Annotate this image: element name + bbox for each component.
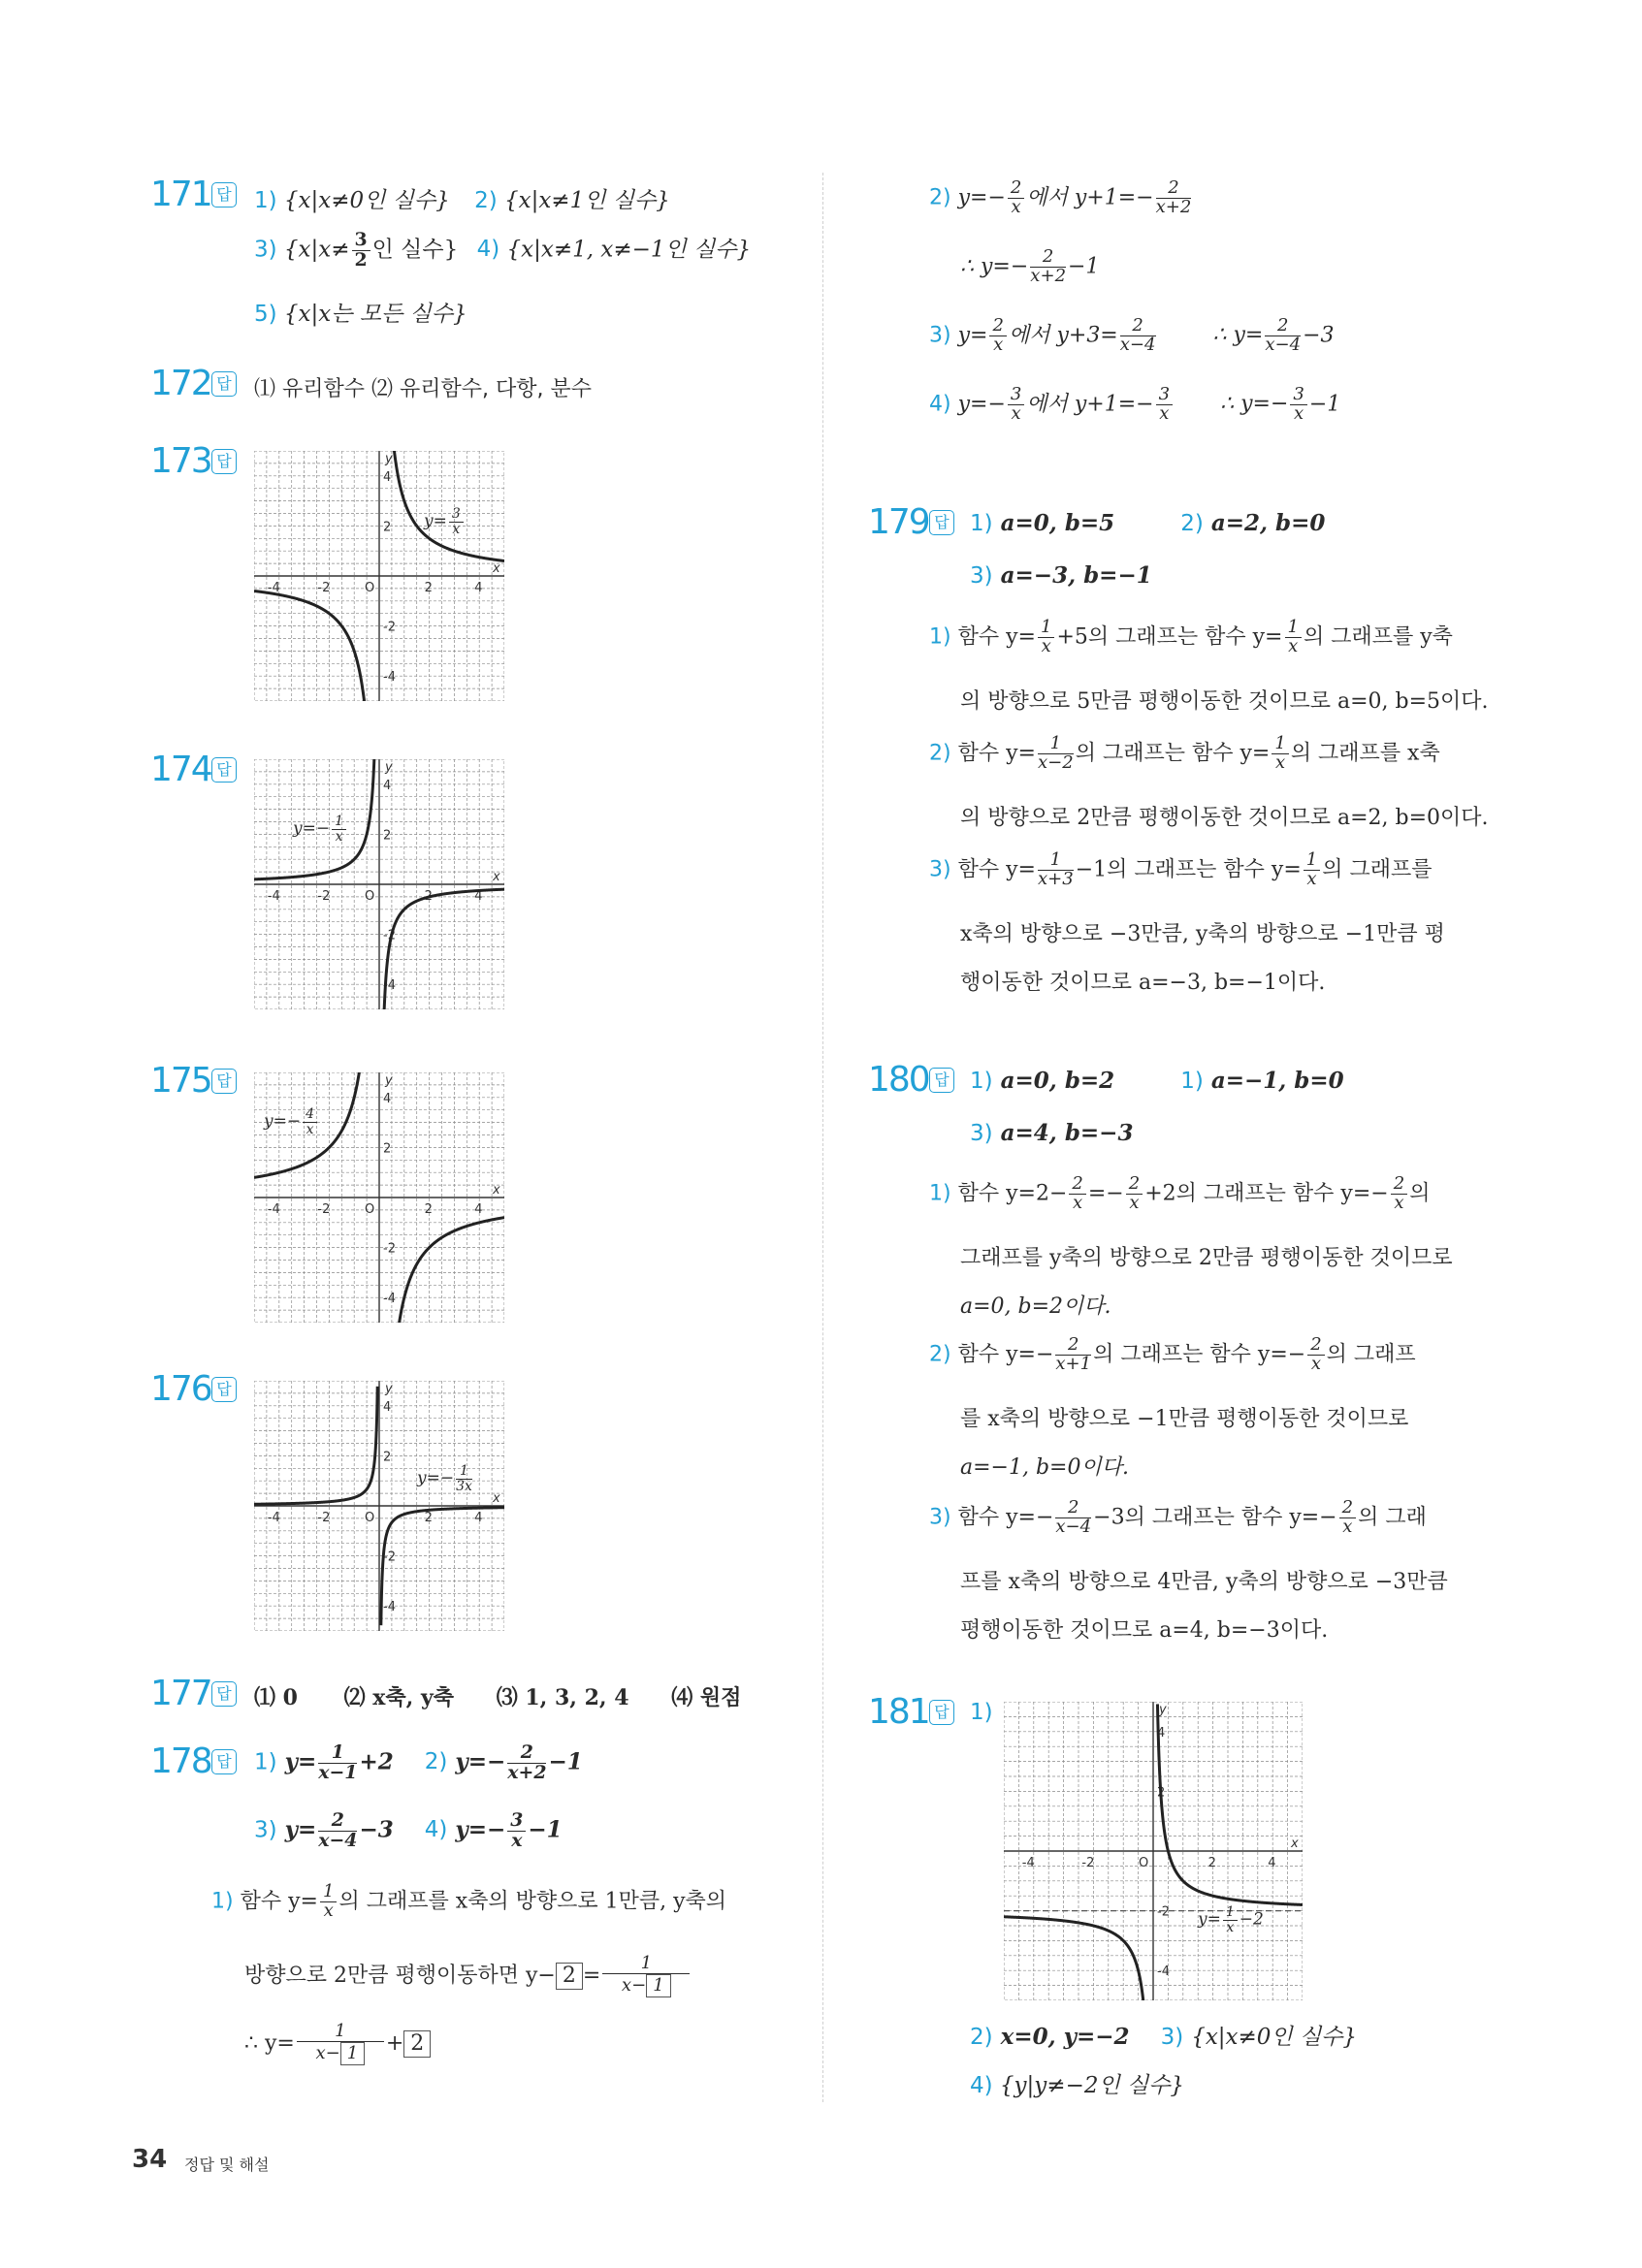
explanation-line: a=0, b=2이다. [960,1294,1111,1319]
problem-number: 173 [150,441,211,481]
answer-line: 1) a=0, b=5 2) a=2, b=0 [970,510,1326,536]
problem-number: 175 [150,1061,211,1101]
x-tick-label: -4 [267,581,280,595]
x-tick-label: 4 [474,1202,483,1217]
explanation-line: 3) y= $\frac{2}{x}$ 에서 y+3= $\frac{2}{x-4}$ ∴ y= $\frac{2}{x-4}$ −3 [929,315,1335,355]
explanation-line: 의 방향으로 2만큼 평행이동한 것이므로 a=2, b=0이다. [960,806,1489,830]
problem-number: 171 [150,175,211,214]
y-axis-label: y [385,452,393,466]
x-tick-label: 2 [424,889,433,904]
answer-line: 1) y= $\frac{1}{x-1}$ +2 2) y=− $\frac{2}{x+2}$ −1 [254,1741,583,1783]
x-tick-label: -2 [317,581,331,595]
x-axis-label: x [493,561,500,576]
explanation-line: 1) 함수 y=2− $\frac{2}{x}$ =− $\frac{2}{x}$ +2의 그래프는 함수 y=− $\frac{2}{x}$ 의 [929,1173,1431,1213]
problem-number: 176 [150,1369,211,1409]
curve-branch [398,1218,504,1323]
answer-line: 4) {y|y≠−2인 실수} [970,2073,1185,2098]
explanation-line: 평행이동한 것이므로 a=4, b=−3이다. [960,1618,1329,1643]
y-tick-label: 4 [383,469,392,485]
answer-line: 3) a=4, b=−3 [970,1120,1134,1146]
graph-label: y=− $\frac{1}{3x}$ [417,1463,472,1494]
explanation-line: 프를 x축의 방향으로 4만큼, y축의 방향으로 −3만큼 [960,1570,1448,1594]
answer-badge: 답 [211,1749,237,1774]
explanation-line: 의 방향으로 5만큼 평행이동한 것이므로 a=0, b=5이다. [960,689,1489,714]
y-tick-label: 2 [383,828,392,844]
graph-label: y= $\frac{3}{x}$ [424,507,466,536]
y-tick-label: -2 [383,1549,396,1565]
answer-line: 5) {x|x는 모든 실수} [254,302,467,327]
explanation-line: 3) 함수 y= $\frac{1}{x+3}$ −1의 그래프는 함수 y= $\frac{1}{x}$ 의 그래프를 [929,849,1433,889]
origin-label: O [365,1511,375,1525]
y-tick-label: -2 [383,620,396,635]
x-tick-label: 4 [1268,1856,1276,1870]
y-tick-label: 2 [383,1450,392,1465]
answer-line: ⑴ 유리함수 ⑵ 유리함수, 다항, 분수 [254,377,592,401]
x-axis-label: x [493,1491,500,1506]
curve-branch [381,1508,504,1625]
x-axis-label: x [1291,1837,1299,1851]
answer-line: 3) {x|x≠ $\frac{3}{2}$ 인 실수} 4) {x|x≠1, x≠−1인 실수} [254,229,752,271]
answer-line: 3) y= $\frac{2}{x-4}$ −3 4) y=− $\frac{3}{x}$ −1 [254,1809,563,1851]
answer-badge: 답 [211,182,237,208]
y-axis-label: y [385,1382,393,1396]
x-tick-label: 4 [474,1511,483,1525]
y-tick-label: -4 [383,1292,396,1307]
origin-label: O [365,581,375,595]
explanation-line: ∴ y= $\frac{1}{x- 1}$ + 2 [244,2023,431,2065]
origin-label: O [365,1202,375,1217]
x-axis-label: x [493,1183,500,1198]
problem-number: 179 [868,502,929,542]
explanation-line: 1) 함수 y= $\frac{1}{x}$ 의 그래프를 x축의 방향으로 1만큼, y축의 [211,1881,727,1921]
answer-badge: 답 [211,371,237,397]
y-tick-label: 4 [383,1399,392,1415]
curve-branch [1157,1704,1303,1904]
problem-number: 178 [150,1741,211,1781]
y-tick-label: 4 [383,778,392,793]
explanation-line: ∴ y=− $\frac{2}{x+2}$ −1 [960,246,1100,286]
x-tick-label: 2 [424,1202,433,1217]
explanation-line: 그래프를 y축의 방향으로 2만큼 평행이동한 것이므로 [960,1246,1453,1270]
y-tick-label: 4 [383,1091,392,1106]
answer-line: 3) a=−3, b=−1 [970,562,1152,589]
curve-branch [393,451,504,561]
x-tick-label: 2 [424,1511,433,1525]
answer-badge: 답 [929,510,954,535]
graph-173 [254,451,504,701]
problem-number: 181 [868,1692,929,1732]
blank-box: 2 [556,1963,583,1990]
y-tick-label: -2 [1157,1904,1170,1920]
curve-branch [254,591,366,701]
y-tick-label: 2 [383,1141,392,1157]
x-tick-label: -4 [267,889,280,904]
problem-number: 177 [150,1674,211,1713]
y-tick-label: -4 [383,670,396,686]
x-tick-label: -4 [267,1202,280,1217]
answer-line: 2) x=0, y=−2 3) {x|x≠0인 실수} [970,2024,1358,2050]
explanation-line: a=−1, b=0이다. [960,1455,1129,1480]
y-tick-label: 2 [1157,1785,1166,1801]
answer-badge: 답 [211,1377,237,1402]
explanation-line: 방향으로 2만큼 평행이동하면 y− 2 = $\frac{1}{x- 1}$ [244,1955,692,1997]
explanation-line: 3) 함수 y=− $\frac{2}{x-4}$ −3의 그래프는 함수 y=− $\frac{2}{x}$ 의 그래 [929,1497,1427,1537]
x-tick-label: 4 [474,581,483,595]
x-tick-label: -2 [1081,1856,1095,1870]
explanation-line: 4) y=− $\frac{3}{x}$ 에서 y+1=− $\frac{3}{x}$ ∴ y=− $\frac{3}{x}$ −1 [929,384,1341,424]
answer-badge: 답 [929,1068,954,1093]
x-tick-label: 2 [1207,1856,1216,1870]
x-tick-label: -2 [317,1202,331,1217]
answer-badge: 답 [211,449,237,474]
graph-174 [254,759,504,1009]
explanation-line: x축의 방향으로 −3만큼, y축의 방향으로 −1만큼 평 [960,922,1445,946]
answer-badge: 답 [211,1069,237,1094]
explanation-line: 행이동한 것이므로 a=−3, b=−1이다. [960,971,1326,995]
y-tick-label: -2 [383,1241,396,1257]
x-tick-label: 2 [424,581,433,595]
x-tick-label: -2 [317,1511,331,1525]
y-tick-label: -4 [383,1600,396,1615]
y-axis-label: y [385,1073,393,1088]
answer-badge: 답 [211,1681,237,1707]
answer-line: 1) a=0, b=2 1) a=−1, b=0 [970,1068,1344,1094]
graph-label: y=− $\frac{4}{x}$ [264,1107,319,1136]
answer-line: ⑴ 0 ⑵ x축, y축 ⑶ 1, 3, 2, 4 ⑷ 원점 [254,1685,742,1710]
page-number: 34 [132,2145,168,2174]
explanation-line: 1) 함수 y= $\frac{1}{x}$ +5의 그래프는 함수 y= $\frac{1}{x}$ 의 그래프를 y축 [929,617,1453,656]
blank-box: 1 [340,2042,365,2065]
problem-number: 174 [150,750,211,789]
origin-label: O [365,889,375,904]
curve-branch [254,1387,377,1504]
graph-181 [1004,1702,1303,2000]
y-tick-label: -2 [383,928,396,943]
y-tick-label: -4 [383,978,396,994]
x-axis-label: x [493,870,500,884]
explanation-line: 2) 함수 y=− $\frac{2}{x+1}$ 의 그래프는 함수 y=− $\frac{2}{x}$ 의 그래프 [929,1334,1416,1374]
graph-label: y=− $\frac{1}{x}$ [293,815,348,844]
problem-number: 172 [150,364,211,403]
answer-line: 1) {x|x≠0인 실수} 2) {x|x≠1인 실수} [254,188,670,213]
answer-badge: 답 [929,1700,954,1725]
explanation-line: 2) 함수 y= $\frac{1}{x-2}$ 의 그래프는 함수 y= $\frac{1}{x}$ 의 그래프를 x축 [929,733,1440,773]
blank-box: 1 [646,1974,670,1997]
footer-title: 정답 및 해설 [184,2156,270,2174]
graph-label: y= $\frac{1}{x}$ −2 [1198,1904,1264,1935]
origin-label: O [1139,1856,1149,1870]
answer-item-number: 1) [970,1700,993,1725]
x-tick-label: 4 [474,889,483,904]
y-axis-label: y [1159,1703,1167,1717]
y-tick-label: 4 [1157,1725,1166,1741]
x-tick-label: -4 [267,1511,280,1525]
column-divider [822,173,823,2102]
y-tick-label: -4 [1157,1965,1170,1980]
curve-branch [384,889,504,1009]
x-tick-label: -4 [1021,1856,1035,1870]
explanation-line: 를 x축의 방향으로 −1만큼 평행이동한 것이므로 [960,1407,1409,1431]
graph-176 [254,1381,504,1631]
explanation-line: 2) y=− $\frac{2}{x}$ 에서 y+1=− $\frac{2}{x+2}$ [929,177,1192,217]
y-axis-label: y [385,760,393,775]
y-tick-label: 2 [383,520,392,535]
problem-number: 180 [868,1060,929,1100]
x-tick-label: -2 [317,889,331,904]
answer-badge: 답 [211,757,237,783]
blank-box: 2 [403,2030,431,2058]
